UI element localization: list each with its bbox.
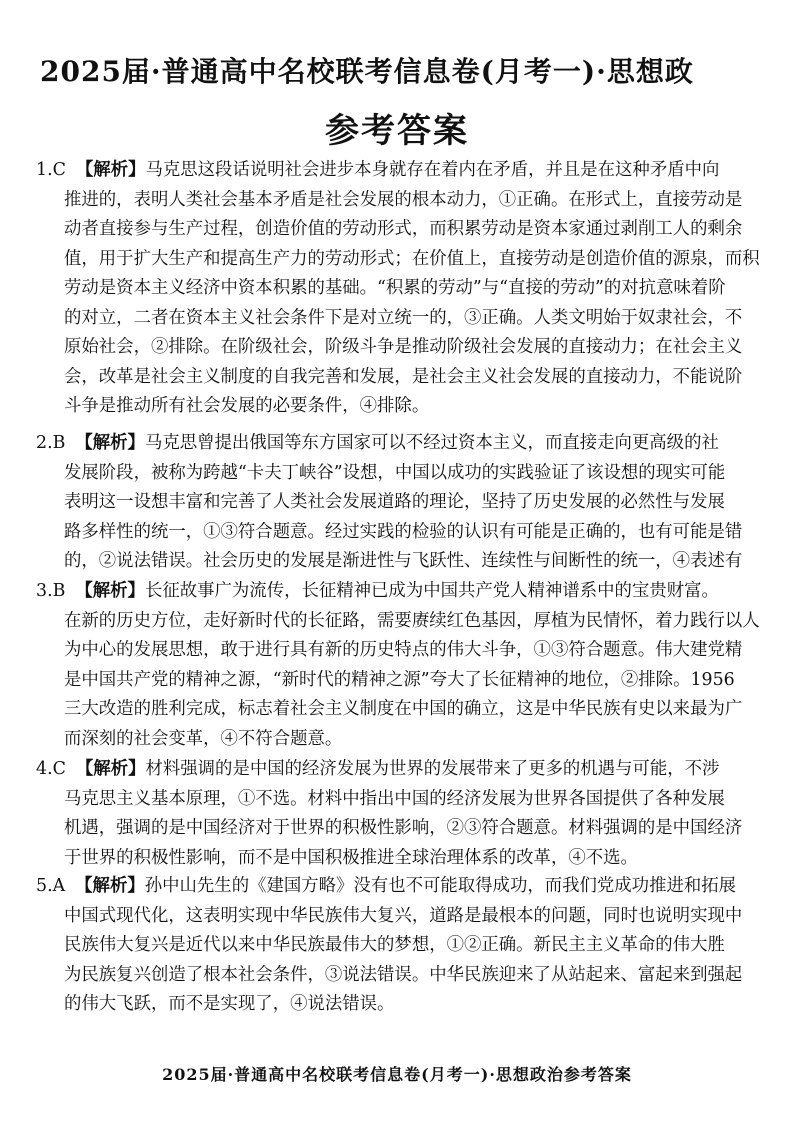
answer-text: 三大改造的胜利完成，标志着社会主义制度在中国的确立，这是中华民族有史以来最为广 bbox=[64, 699, 743, 719]
document-title: 2025届·普通高中名校联考信息卷(月考一)·思想政 bbox=[40, 55, 694, 88]
answer-text: 的，②说法错误。社会历史的发展是渐进性与飞跃性、连续性与间断性的统一，④表述有 bbox=[64, 551, 743, 571]
answer-line bbox=[64, 964, 742, 986]
page-footer: 2025届·普通高中名校联考信息卷(月考一)·思想政治参考答案 bbox=[162, 1065, 632, 1084]
answer-line bbox=[64, 366, 742, 388]
answer-number: 3.B bbox=[36, 581, 66, 601]
answer-first-line bbox=[36, 432, 719, 454]
analysis-tag: 【解析】 bbox=[75, 876, 145, 896]
answer-text: 中国式现代化，这表明实现中华民族伟大复兴，道路是最根本的问题，同时也说明实现中 bbox=[64, 905, 743, 926]
answer-number: 1.C bbox=[36, 160, 66, 180]
answer-line bbox=[64, 395, 429, 417]
answer-text: 的对立，二者在资本主义社会条件下是对立统一的，③正确。人类文明始于奴隶社会，不 bbox=[64, 307, 743, 328]
answer-text: 机遇，强调的是中国经济对于世界的积极性影响，②③符合题意。材料强调的是中国经济 bbox=[64, 818, 743, 838]
answer-line bbox=[64, 307, 742, 329]
answer-text: 而深刻的社会变革，④不符合题意。 bbox=[64, 728, 343, 749]
answer-line bbox=[64, 218, 742, 240]
answer-first-line bbox=[36, 580, 719, 602]
answer-text: 动者直接参与生产过程，创造价值的劳动形式，而积累劳动是资本家通过剥削工人的剩余 bbox=[64, 219, 743, 239]
answer-line bbox=[64, 847, 638, 869]
answer-text: 劳动是资本主义经济中资本积累的基础。“积累的劳动”与“直接的劳动”的对抗意味着阶 bbox=[64, 278, 726, 298]
answer-line bbox=[64, 669, 735, 691]
answer-line bbox=[64, 277, 726, 299]
answer-line bbox=[64, 639, 742, 661]
answer-line bbox=[64, 521, 742, 543]
answer-number: 4.C bbox=[36, 759, 66, 779]
answer-text: 会，改革是社会主义制度的自我完善和发展，是社会主义社会发展的直接动力，不能说阶 bbox=[64, 366, 743, 387]
answer-number: 2.B bbox=[36, 433, 66, 453]
answer-line bbox=[64, 905, 742, 927]
answer-number: 5.A bbox=[36, 876, 66, 896]
answer-line bbox=[64, 248, 760, 270]
answer-text: 马克思这段话说明社会进步本身就存在着内在矛盾，并且是在这种矛盾中向 bbox=[145, 160, 720, 180]
answer-text: 于世界的积极性影响，而不是中国积极推进全球治理体系的改革，④不选。 bbox=[64, 847, 638, 868]
answer-text: 推进的，表明人类社会基本矛盾是社会发展的根本动力，①正确。在形式上，直接劳动是 bbox=[64, 189, 743, 210]
answer-line bbox=[64, 189, 742, 211]
answer-text: 的伟大飞跃，而不是实现了，④说法错误。 bbox=[64, 994, 395, 1014]
analysis-tag: 【解析】 bbox=[75, 160, 146, 180]
answer-text: 发展阶段，被称为跨越“卡夫丁峡谷”设想，中国以成功的实践验证了该设想的现实可能 bbox=[64, 462, 726, 483]
answer-line bbox=[64, 550, 742, 572]
answer-line bbox=[64, 993, 394, 1015]
answer-line bbox=[64, 788, 725, 810]
answer-text: 孙中山先生的《建国方略》没有也不可能取得成功，而我们党成功推进和拓展 bbox=[144, 876, 737, 896]
answer-line bbox=[64, 462, 725, 484]
answer-text: 马克思主义基本原理，①不选。材料中指出中国的经济发展为世界各国提供了各种发展 bbox=[64, 788, 725, 809]
analysis-tag: 【解析】 bbox=[75, 759, 146, 779]
answer-text: 在新的历史方位，走好新时代的长征路，需要赓续红色基因，厚植为民情怀，着力践行以人 bbox=[64, 610, 760, 631]
answer-text: 值，用于扩大生产和提高生产力的劳动形式；在价值上，直接劳动是创造价值的源泉，而积 bbox=[64, 248, 760, 269]
answer-text: 材料强调的是中国的经济发展为世界的发展带来了更多的机遇与可能，不涉 bbox=[145, 759, 720, 779]
analysis-tag: 【解析】 bbox=[75, 581, 145, 601]
document-subtitle: 参考答案 bbox=[325, 111, 469, 151]
answer-first-line bbox=[36, 159, 719, 181]
answer-text: 民族伟大复兴是近代以来中华民族最伟大的梦想，①②正确。新民主主义革命的伟大胜 bbox=[64, 935, 725, 955]
answer-line bbox=[64, 817, 742, 839]
answer-line bbox=[64, 610, 760, 632]
answer-text: 为民族复兴创造了根本社会条件，③说法错误。中华民族迎来了从站起来、富起来到强起 bbox=[64, 964, 743, 985]
answer-text: 长征故事广为流传，长征精神已成为中国共产党人精神谱系中的宝贵财富。 bbox=[144, 581, 719, 601]
answer-line bbox=[64, 336, 742, 358]
answer-text: 表明这一设想丰富和完善了人类社会发展道路的理论，坚持了历史发展的必然性与发展 bbox=[64, 492, 725, 512]
answer-line bbox=[64, 491, 725, 513]
answer-text: 马克思曾提出俄国等东方国家可以不经过资本主义，而直接走向更高级的社 bbox=[144, 433, 719, 453]
answer-line bbox=[64, 934, 725, 956]
answer-text: 为中心的发展思想，敢于进行具有新的历史特点的伟大斗争，①③符合题意。伟大建党精 bbox=[64, 640, 743, 660]
analysis-tag: 【解析】 bbox=[75, 433, 145, 453]
answer-text: 斗争是推动所有社会发展的必要条件，④排除。 bbox=[64, 396, 430, 416]
answer-line bbox=[64, 698, 742, 720]
answer-text: 是中国共产党的精神之源，“新时代的精神之源”夸大了长征精神的地位，②排除。1956 bbox=[64, 669, 735, 690]
answer-first-line bbox=[36, 875, 736, 897]
answer-text: 原始社会，②排除。在阶级社会，阶级斗争是推动阶级社会发展的直接动力；在社会主义 bbox=[64, 337, 743, 357]
answer-line bbox=[64, 728, 342, 750]
answer-text: 路多样性的统一，①③符合题意。经过实践的检验的认识有可能是正确的，也有可能是错 bbox=[64, 521, 743, 542]
answer-first-line bbox=[36, 758, 719, 780]
